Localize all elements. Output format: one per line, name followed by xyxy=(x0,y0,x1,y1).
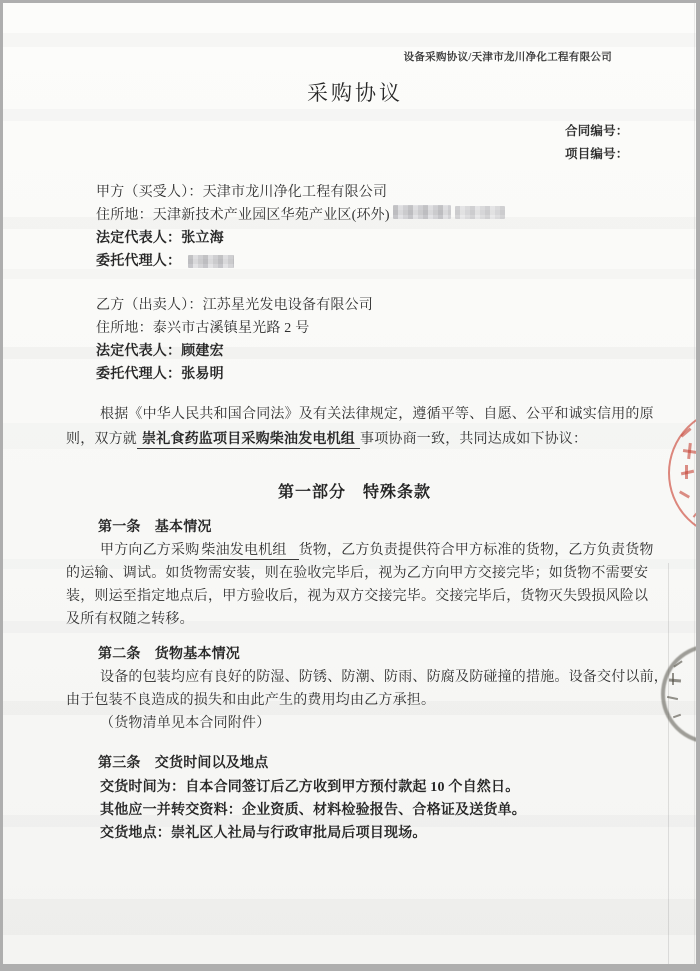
article1-title: 第一条 基本情况 xyxy=(98,520,212,535)
party-b-agent: 委托代理人：张易明 xyxy=(96,367,224,382)
article1-line-3: 装，则运至指定地点后，甲方验收后，视为双方交接完毕。交接完毕后，货物灭失毁损风险以 xyxy=(66,589,649,604)
document-title: 采购协议 xyxy=(307,81,403,105)
dark-cross-page-seal-icon xyxy=(661,644,696,744)
red-seal-character-stroke xyxy=(683,449,696,454)
redacted-address-mosaic xyxy=(455,206,505,219)
article3-title: 第三条 交货时间以及地点 xyxy=(98,756,269,771)
article1-line-1-suffix: 货物，乙方负责提供符合甲方标准的货物，乙方负责货物 xyxy=(298,543,654,558)
dark-seal-character-stroke xyxy=(673,714,681,719)
part1-heading: 第一部分 特殊条款 xyxy=(277,484,431,501)
preamble-line-2-suffix: 事项协商一致，共同达成如下协议： xyxy=(360,432,588,447)
redacted-agent-mosaic xyxy=(188,255,234,268)
article3-line-2: 其他应一并转交资料：企业资质、材料检验报告、合格证及送货单。 xyxy=(100,803,526,818)
party-b-legal-rep: 法定代表人：顾建宏 xyxy=(96,344,224,359)
party-a-legal-rep: 法定代表人：张立海 xyxy=(96,231,224,246)
party-a-name: 甲方（买受人）：天津市龙川净化工程有限公司 xyxy=(96,185,388,200)
contract-paper xyxy=(3,3,696,964)
page-header: 设备采购协议/天津市龙川净化工程有限公司 xyxy=(403,52,612,63)
project-number-label: 项目编号： xyxy=(565,147,629,161)
red-seal-character-stroke xyxy=(687,443,692,459)
party-b-address: 住所地：泰兴市古溪镇星光路 2 号 xyxy=(96,321,310,336)
dark-seal-character-stroke xyxy=(673,660,682,667)
article2-title: 第二条 货物基本情况 xyxy=(98,647,240,662)
scan-streak xyxy=(3,269,696,279)
red-seal-character-stroke xyxy=(685,465,688,479)
project-name-underlined: 崇礼食药监项目采购柴油发电机组 xyxy=(137,432,360,449)
red-cross-page-seal-icon xyxy=(668,407,696,539)
scan-streak xyxy=(3,109,696,121)
red-seal-character-stroke xyxy=(693,510,696,517)
party-b-name: 乙方（出卖人）：江苏星光发电设备有限公司 xyxy=(96,298,373,313)
scan-streak xyxy=(3,899,696,935)
article3-line-1: 交货时间为：自本合同签订后乙方收到甲方预付款起 10 个自然日。 xyxy=(100,780,520,795)
article2-line-1: 设备的包装均应有良好的防湿、防锈、防潮、防雨、防腐及防碰撞的措施。设备交付以前， xyxy=(100,670,668,685)
article1-line-1-prefix: 甲方向乙方采购 xyxy=(100,543,200,558)
paper-fold-line xyxy=(668,563,669,964)
goods-name-underlined: 柴油发电机组 xyxy=(199,543,298,560)
scan-streak xyxy=(3,33,696,47)
redacted-address-mosaic xyxy=(393,205,451,219)
article2-line-2: 由于包装不良造成的损失和由此产生的费用均由乙方承担。 xyxy=(66,693,436,708)
preamble-line-2 xyxy=(66,431,587,448)
preamble-line-1: 根据《中华人民共和国合同法》及有关法律规定，遵循平等、自愿、公平和诚实信用的原 xyxy=(100,407,654,422)
article1-line-4: 及所有权随之转移。 xyxy=(66,612,194,627)
party-a-agent-label: 委托代理人： xyxy=(96,254,182,269)
red-seal-character-stroke xyxy=(679,490,690,498)
contract-number-label: 合同编号： xyxy=(565,124,629,138)
dark-seal-character-stroke xyxy=(669,678,681,682)
article1-line-2: 的运输、调试。如货物需安装，则在验收完毕后，视为乙方向甲方交接完毕；如货物不需要安 xyxy=(66,566,649,581)
article2-line-3: （货物清单见本合同附件） xyxy=(100,716,271,731)
red-seal-character-stroke xyxy=(680,427,691,437)
paper-edge-line xyxy=(694,3,695,964)
dark-seal-character-stroke xyxy=(672,673,674,685)
preamble-line-2-prefix: 则，双方就 xyxy=(66,432,137,447)
article1-line-1 xyxy=(100,542,654,559)
red-seal-character-stroke xyxy=(681,470,694,476)
dark-seal-character-stroke xyxy=(667,696,678,700)
party-a-address: 住所地：天津新技术产业园区华苑产业区(环外) xyxy=(96,208,390,223)
article3-line-3: 交货地点：崇礼区人社局与行政审批局后项目现场。 xyxy=(100,826,427,841)
